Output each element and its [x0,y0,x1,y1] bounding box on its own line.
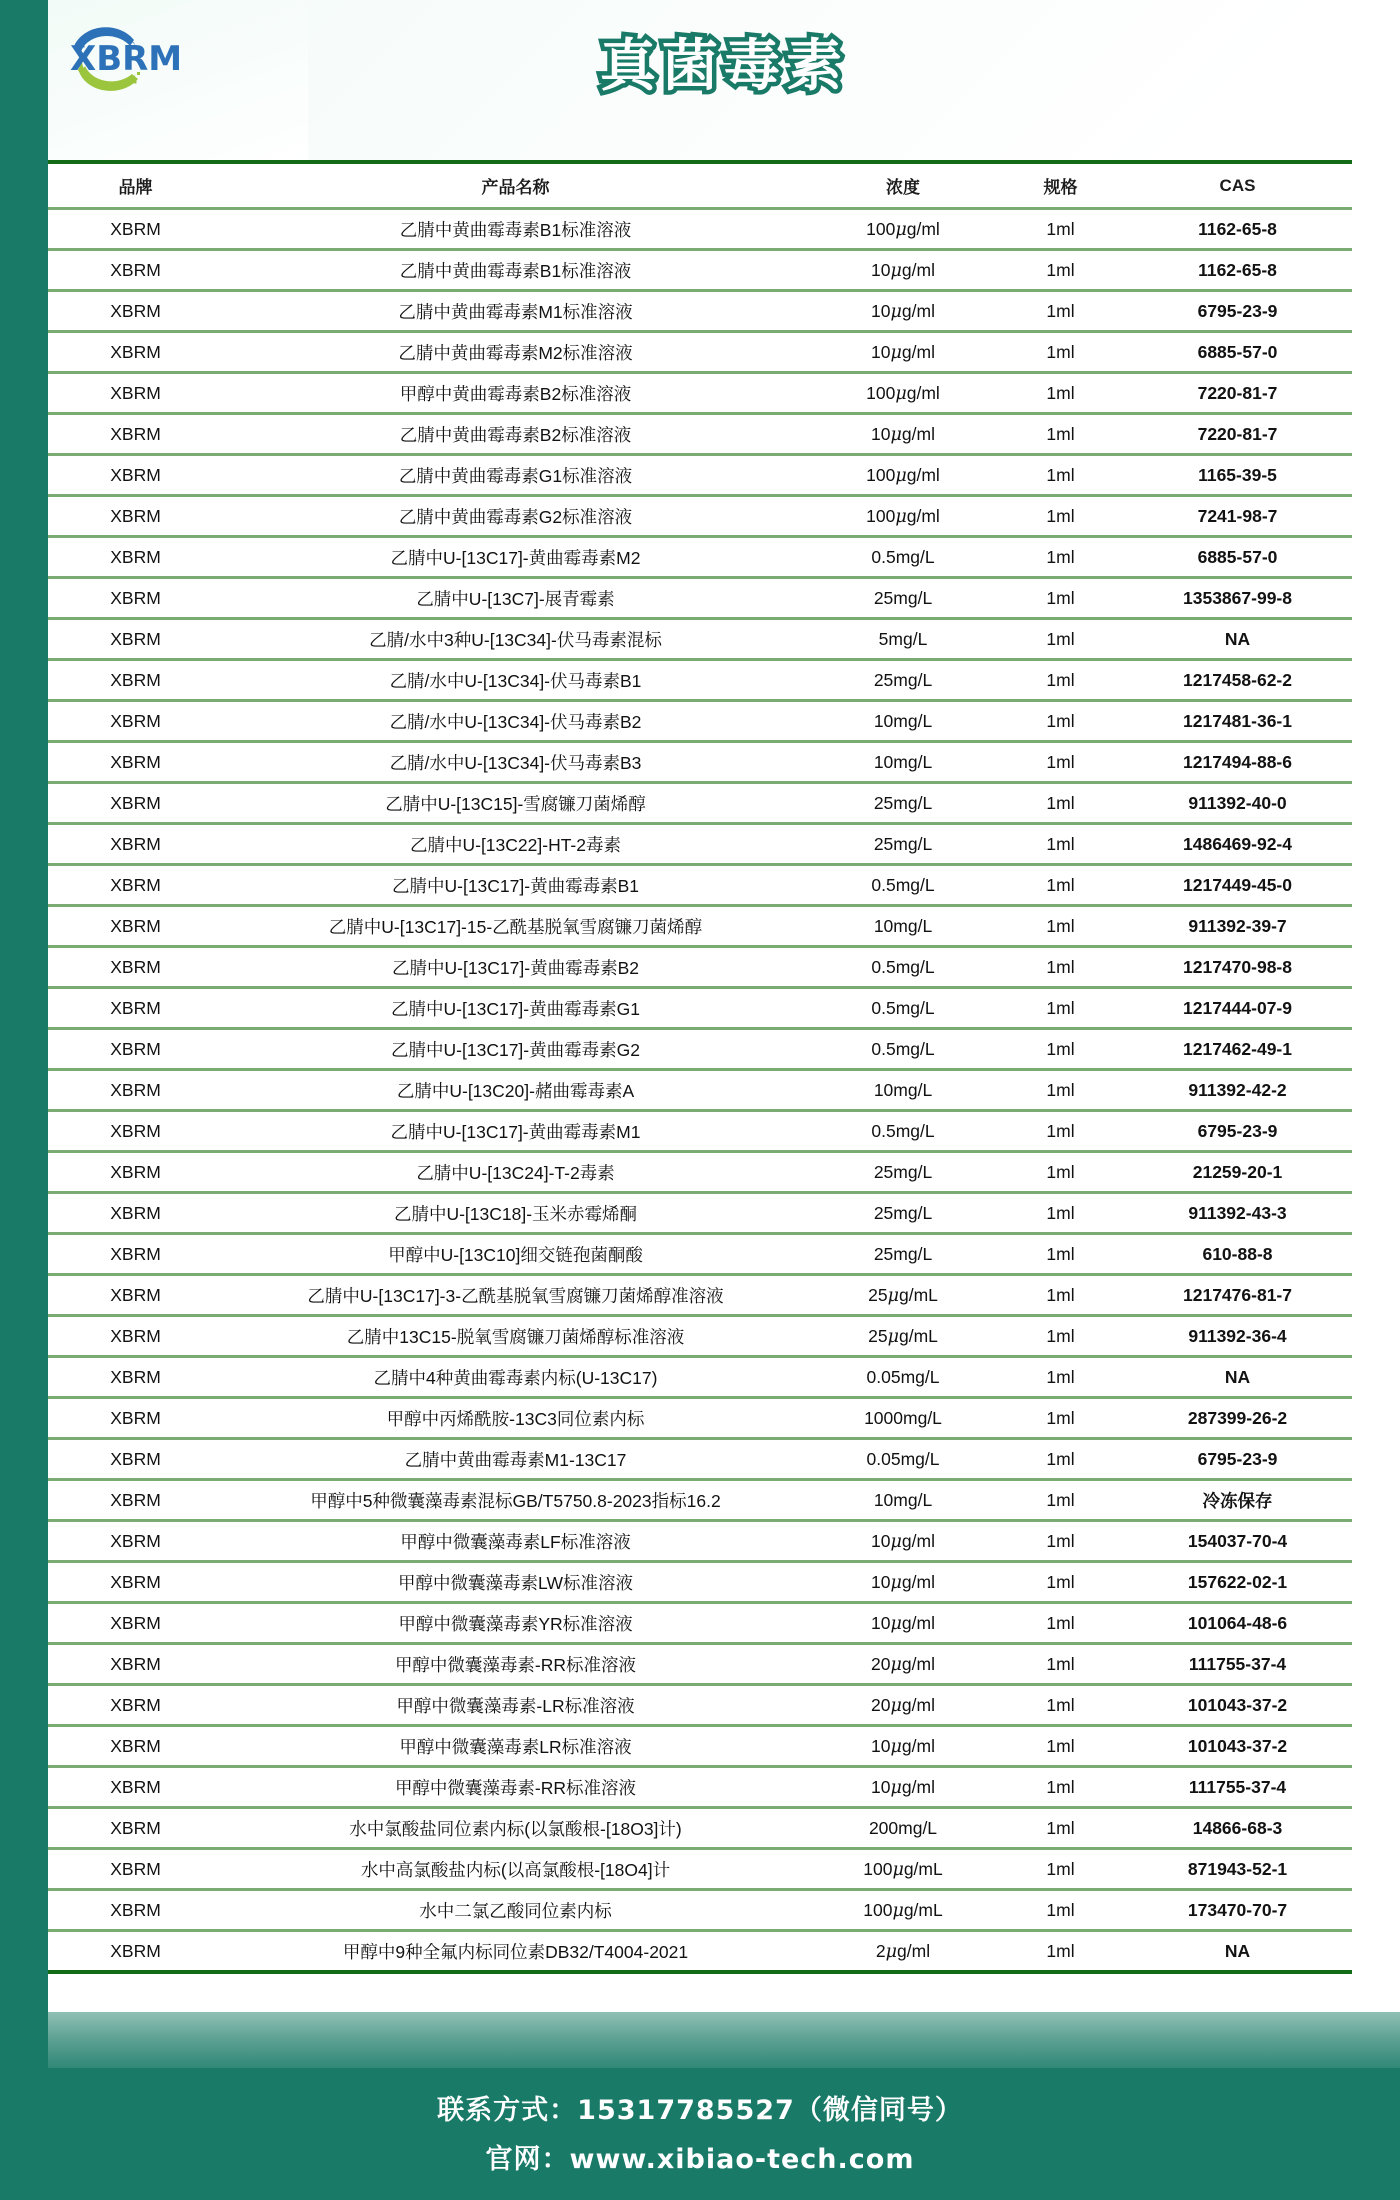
cell-cas: 1162-65-8 [1123,250,1352,291]
cell-spec: 1ml [998,1234,1123,1275]
cell-product-name: 乙腈/水中U-[13C34]-伏马毒素B3 [223,742,808,783]
cell-concentration: 100μg/mL [808,1849,998,1890]
table-row [48,783,1352,824]
cell-cas: 1165-39-5 [1123,455,1352,496]
cell-cas: 6795-23-9 [1123,291,1352,332]
table-row [48,1398,1352,1439]
cell-spec: 1ml [998,947,1123,988]
cell-cas: 6885-57-0 [1123,537,1352,578]
table-row [48,1808,1352,1849]
table-row [48,1357,1352,1398]
cell-concentration: 0.5mg/L [808,947,998,988]
page-footer [0,2068,1400,2200]
cell-brand: XBRM [48,701,223,742]
cell-brand: XBRM [48,1767,223,1808]
cell-spec: 1ml [998,209,1123,250]
cell-cas: 1217494-88-6 [1123,742,1352,783]
cell-product-name: 乙腈/水中U-[13C34]-伏马毒素B2 [223,701,808,742]
cell-spec: 1ml [998,1685,1123,1726]
table-row [48,1562,1352,1603]
cell-concentration: 0.5mg/L [808,1029,998,1070]
cell-cas: 1162-65-8 [1123,209,1352,250]
table-row [48,1070,1352,1111]
cell-brand: XBRM [48,906,223,947]
cell-concentration: 100μg/ml [808,455,998,496]
table-row [48,1603,1352,1644]
cell-product-name: 甲醇中微囊藻毒素YR标准溶液 [223,1603,808,1644]
column-header-spec: 规格 [998,162,1123,209]
cell-concentration: 10mg/L [808,1480,998,1521]
cell-product-name: 乙腈中U-[13C18]-玉米赤霉烯酮 [223,1193,808,1234]
table-row [48,1726,1352,1767]
cell-cas: 6885-57-0 [1123,332,1352,373]
table-row [48,660,1352,701]
cell-product-name: 乙腈中U-[13C7]-展青霉素 [223,578,808,619]
cell-product-name: 甲醇中微囊藻毒素-LR标准溶液 [223,1685,808,1726]
table-row [48,1890,1352,1931]
table-row [48,619,1352,660]
cell-spec: 1ml [998,1480,1123,1521]
cell-spec: 1ml [998,1726,1123,1767]
cell-concentration: 10μg/ml [808,250,998,291]
cell-product-name: 乙腈中U-[13C17]-15-乙酰基脱氧雪腐镰刀菌烯醇 [223,906,808,947]
cell-concentration: 25μg/mL [808,1275,998,1316]
cell-spec: 1ml [998,783,1123,824]
cell-product-name: 甲醇中黄曲霉毒素B2标准溶液 [223,373,808,414]
cell-brand: XBRM [48,373,223,414]
cell-cas: 14866-68-3 [1123,1808,1352,1849]
cell-spec: 1ml [998,1275,1123,1316]
cell-concentration: 100μg/mL [808,1890,998,1931]
cell-spec: 1ml [998,578,1123,619]
cell-cas: 1217462-49-1 [1123,1029,1352,1070]
cell-product-name: 乙腈中黄曲霉毒素M2标准溶液 [223,332,808,373]
cell-brand: XBRM [48,1726,223,1767]
cell-cas: 287399-26-2 [1123,1398,1352,1439]
cell-concentration: 10μg/ml [808,291,998,332]
cell-concentration: 25mg/L [808,660,998,701]
cell-concentration: 10mg/L [808,1070,998,1111]
cell-product-name: 水中氯酸盐同位素内标(以氯酸根-[18O3]计) [223,1808,808,1849]
cell-product-name: 乙腈中黄曲霉毒素M1-13C17 [223,1439,808,1480]
cell-spec: 1ml [998,1070,1123,1111]
table-row [48,824,1352,865]
cell-spec: 1ml [998,1644,1123,1685]
cell-concentration: 10μg/ml [808,1726,998,1767]
cell-spec: 1ml [998,414,1123,455]
cell-concentration: 25μg/mL [808,1316,998,1357]
table-row [48,1193,1352,1234]
cell-brand: XBRM [48,1316,223,1357]
cell-product-name: 乙腈/水中U-[13C34]-伏马毒素B1 [223,660,808,701]
cell-product-name: 乙腈中U-[13C17]-黄曲霉毒素G2 [223,1029,808,1070]
cell-concentration: 0.05mg/L [808,1439,998,1480]
cell-cas: 111755-37-4 [1123,1767,1352,1808]
cell-concentration: 20μg/ml [808,1685,998,1726]
cell-product-name: 甲醇中丙烯酰胺-13C3同位素内标 [223,1398,808,1439]
table-row [48,1685,1352,1726]
cell-spec: 1ml [998,1890,1123,1931]
cell-cas: 101043-37-2 [1123,1685,1352,1726]
cell-concentration: 100μg/ml [808,209,998,250]
table-row [48,1480,1352,1521]
cell-cas: 111755-37-4 [1123,1644,1352,1685]
cell-product-name: 乙腈中黄曲霉毒素B1标准溶液 [223,250,808,291]
cell-product-name: 乙腈中13C15-脱氧雪腐镰刀菌烯醇标准溶液 [223,1316,808,1357]
cell-cas: 154037-70-4 [1123,1521,1352,1562]
cell-spec: 1ml [998,537,1123,578]
table-row [48,742,1352,783]
table-row [48,250,1352,291]
cell-brand: XBRM [48,824,223,865]
table-row [48,701,1352,742]
cell-brand: XBRM [48,1398,223,1439]
cell-spec: 1ml [998,660,1123,701]
cell-cas: 1217476-81-7 [1123,1275,1352,1316]
cell-spec: 1ml [998,496,1123,537]
cell-brand: XBRM [48,455,223,496]
cell-product-name: 甲醇中微囊藻毒素LF标准溶液 [223,1521,808,1562]
cell-product-name: 乙腈中U-[13C24]-T-2毒素 [223,1152,808,1193]
cell-spec: 1ml [998,988,1123,1029]
table-row [48,496,1352,537]
cell-product-name: 乙腈中黄曲霉毒素M1标准溶液 [223,291,808,332]
table-row [48,906,1352,947]
cell-concentration: 100μg/ml [808,373,998,414]
page-title: 真菌毒素 [600,34,848,99]
cell-product-name: 乙腈中U-[13C17]-黄曲霉毒素M1 [223,1111,808,1152]
cell-concentration: 0.5mg/L [808,537,998,578]
table-row [48,414,1352,455]
cell-spec: 1ml [998,619,1123,660]
cell-concentration: 25mg/L [808,824,998,865]
cell-product-name: 乙腈中U-[13C17]-黄曲霉毒素G1 [223,988,808,1029]
cell-cas: 911392-42-2 [1123,1070,1352,1111]
cell-spec: 1ml [998,824,1123,865]
cell-concentration: 10μg/ml [808,1767,998,1808]
cell-cas: 7220-81-7 [1123,414,1352,455]
cell-concentration: 100μg/ml [808,496,998,537]
cell-brand: XBRM [48,537,223,578]
page-header [48,0,1400,160]
cell-brand: XBRM [48,1931,223,1973]
cell-product-name: 甲醇中U-[13C10]细交链孢菌酮酸 [223,1234,808,1275]
cell-concentration: 25mg/L [808,1152,998,1193]
cell-product-name: 甲醇中9种全氟内标同位素DB32/T4004-2021 [223,1931,808,1973]
cell-spec: 1ml [998,1931,1123,1973]
column-header-concentration: 浓度 [808,162,998,209]
cell-brand: XBRM [48,1439,223,1480]
cell-concentration: 200mg/L [808,1808,998,1849]
cell-product-name: 乙腈中U-[13C20]-赭曲霉毒素A [223,1070,808,1111]
table-row [48,373,1352,414]
cell-cas: NA [1123,619,1352,660]
footer-contact: 联系方式：15317785527（微信同号） [437,2095,963,2126]
cell-concentration: 25mg/L [808,1193,998,1234]
footer-gradient-band [48,2012,1400,2070]
table-row [48,1111,1352,1152]
cell-concentration: 25mg/L [808,578,998,619]
cell-cas: 7220-81-7 [1123,373,1352,414]
cell-brand: XBRM [48,1849,223,1890]
table-row [48,291,1352,332]
cell-concentration: 10μg/ml [808,414,998,455]
cell-spec: 1ml [998,906,1123,947]
table-row [48,1152,1352,1193]
cell-brand: XBRM [48,209,223,250]
cell-spec: 1ml [998,865,1123,906]
cell-brand: XBRM [48,1685,223,1726]
cell-spec: 1ml [998,1398,1123,1439]
cell-cas: 6795-23-9 [1123,1439,1352,1480]
cell-concentration: 5mg/L [808,619,998,660]
cell-brand: XBRM [48,250,223,291]
product-table-container [48,160,1400,1974]
cell-concentration: 10mg/L [808,701,998,742]
table-row [48,1439,1352,1480]
cell-product-name: 乙腈中U-[13C17]-黄曲霉毒素M2 [223,537,808,578]
cell-product-name: 乙腈中黄曲霉毒素B1标准溶液 [223,209,808,250]
cell-product-name: 乙腈中黄曲霉毒素G2标准溶液 [223,496,808,537]
column-header-cas: CAS [1123,162,1352,209]
cell-concentration: 10μg/ml [808,1603,998,1644]
cell-brand: XBRM [48,332,223,373]
product-table [48,160,1352,1974]
table-row [48,1275,1352,1316]
cell-concentration: 0.5mg/L [808,865,998,906]
cell-spec: 1ml [998,1767,1123,1808]
cell-cas: 101043-37-2 [1123,1726,1352,1767]
table-row [48,332,1352,373]
cell-spec: 1ml [998,1603,1123,1644]
cell-brand: XBRM [48,865,223,906]
cell-spec: 1ml [998,250,1123,291]
cell-cas: 911392-36-4 [1123,1316,1352,1357]
cell-brand: XBRM [48,1562,223,1603]
table-row [48,209,1352,250]
cell-brand: XBRM [48,414,223,455]
cell-cas: 7241-98-7 [1123,496,1352,537]
cell-product-name: 甲醇中微囊藻毒素-RR标准溶液 [223,1644,808,1685]
cell-cas: NA [1123,1931,1352,1973]
cell-spec: 1ml [998,1562,1123,1603]
cell-cas: 610-88-8 [1123,1234,1352,1275]
cell-product-name: 乙腈中U-[13C17]-3-乙酰基脱氧雪腐镰刀菌烯醇准溶液 [223,1275,808,1316]
cell-brand: XBRM [48,496,223,537]
cell-spec: 1ml [998,701,1123,742]
cell-brand: XBRM [48,1275,223,1316]
cell-cas: 1217449-45-0 [1123,865,1352,906]
cell-concentration: 1000mg/L [808,1398,998,1439]
table-row [48,1767,1352,1808]
cell-cas: 1217444-07-9 [1123,988,1352,1029]
cell-cas: 冷冻保存 [1123,1480,1352,1521]
cell-cas: 911392-43-3 [1123,1193,1352,1234]
cell-brand: XBRM [48,1152,223,1193]
cell-product-name: 乙腈中黄曲霉毒素G1标准溶液 [223,455,808,496]
table-header-row [48,162,1352,209]
table-row [48,1849,1352,1890]
cell-product-name: 甲醇中微囊藻毒素LW标准溶液 [223,1562,808,1603]
cell-spec: 1ml [998,1111,1123,1152]
cell-spec: 1ml [998,1849,1123,1890]
cell-cas: 911392-39-7 [1123,906,1352,947]
cell-brand: XBRM [48,742,223,783]
cell-product-name: 乙腈/水中3种U-[13C34]-伏马毒素混标 [223,619,808,660]
cell-brand: XBRM [48,1234,223,1275]
cell-brand: XBRM [48,1603,223,1644]
cell-product-name: 乙腈中4种黄曲霉毒素内标(U-13C17) [223,1357,808,1398]
logo-wordmark: XBRM [70,39,183,79]
cell-cas: 21259-20-1 [1123,1152,1352,1193]
cell-spec: 1ml [998,332,1123,373]
cell-concentration: 20μg/ml [808,1644,998,1685]
table-row [48,1316,1352,1357]
cell-product-name: 乙腈中黄曲霉毒素B2标准溶液 [223,414,808,455]
cell-spec: 1ml [998,1193,1123,1234]
cell-spec: 1ml [998,373,1123,414]
table-row [48,1521,1352,1562]
table-row [48,537,1352,578]
cell-cas: 1217458-62-2 [1123,660,1352,701]
table-row [48,865,1352,906]
table-row [48,1644,1352,1685]
cell-cas: 157622-02-1 [1123,1562,1352,1603]
cell-concentration: 10mg/L [808,742,998,783]
cell-brand: XBRM [48,1070,223,1111]
cell-spec: 1ml [998,1808,1123,1849]
cell-spec: 1ml [998,1521,1123,1562]
cell-cas: 6795-23-9 [1123,1111,1352,1152]
cell-cas: 173470-70-7 [1123,1890,1352,1931]
cell-brand: XBRM [48,619,223,660]
cell-brand: XBRM [48,1357,223,1398]
cell-concentration: 10μg/ml [808,1521,998,1562]
cell-concentration: 10μg/ml [808,1562,998,1603]
cell-product-name: 乙腈中U-[13C22]-HT-2毒素 [223,824,808,865]
cell-cas: NA [1123,1357,1352,1398]
cell-brand: XBRM [48,947,223,988]
cell-product-name: 甲醇中5种微囊藻毒素混标GB/T5750.8-2023指标16.2 [223,1480,808,1521]
cell-product-name: 水中高氯酸盐内标(以高氯酸根-[18O4]计 [223,1849,808,1890]
cell-cas: 1486469-92-4 [1123,824,1352,865]
table-body [48,209,1352,1973]
cell-concentration: 0.5mg/L [808,1111,998,1152]
column-header-brand: 品牌 [48,162,223,209]
cell-product-name: 甲醇中微囊藻毒素-RR标准溶液 [223,1767,808,1808]
cell-brand: XBRM [48,1480,223,1521]
cell-spec: 1ml [998,1316,1123,1357]
cell-spec: 1ml [998,291,1123,332]
table-row [48,1234,1352,1275]
cell-brand: XBRM [48,1808,223,1849]
table-row [48,988,1352,1029]
table-row [48,947,1352,988]
cell-brand: XBRM [48,1890,223,1931]
cell-concentration: 25mg/L [808,1234,998,1275]
table-row [48,1029,1352,1070]
cell-brand: XBRM [48,988,223,1029]
cell-concentration: 2μg/ml [808,1931,998,1973]
cell-concentration: 0.5mg/L [808,988,998,1029]
cell-cas: 871943-52-1 [1123,1849,1352,1890]
footer-website: 官网：www.xibiao-tech.com [485,2144,915,2175]
table-row [48,455,1352,496]
cell-product-name: 乙腈中U-[13C17]-黄曲霉毒素B2 [223,947,808,988]
column-header-product: 产品名称 [223,162,808,209]
cell-cas: 101064-48-6 [1123,1603,1352,1644]
cell-brand: XBRM [48,1193,223,1234]
cell-spec: 1ml [998,1439,1123,1480]
content-sheet [48,0,1400,2058]
cell-spec: 1ml [998,455,1123,496]
cell-concentration: 25mg/L [808,783,998,824]
cell-concentration: 10μg/ml [808,332,998,373]
cell-brand: XBRM [48,291,223,332]
cell-spec: 1ml [998,742,1123,783]
cell-cas: 1353867-99-8 [1123,578,1352,619]
cell-product-name: 乙腈中U-[13C17]-黄曲霉毒素B1 [223,865,808,906]
cell-cas: 1217481-36-1 [1123,701,1352,742]
cell-product-name: 水中二氯乙酸同位素内标 [223,1890,808,1931]
cell-cas: 1217470-98-8 [1123,947,1352,988]
cell-brand: XBRM [48,660,223,701]
cell-brand: XBRM [48,1644,223,1685]
table-row [48,1931,1352,1973]
cell-product-name: 甲醇中微囊藻毒素LR标准溶液 [223,1726,808,1767]
cell-brand: XBRM [48,1029,223,1070]
cell-brand: XBRM [48,783,223,824]
cell-brand: XBRM [48,1521,223,1562]
cell-brand: XBRM [48,1111,223,1152]
cell-spec: 1ml [998,1357,1123,1398]
cell-spec: 1ml [998,1152,1123,1193]
cell-cas: 911392-40-0 [1123,783,1352,824]
table-row [48,578,1352,619]
cell-concentration: 10mg/L [808,906,998,947]
cell-concentration: 0.05mg/L [808,1357,998,1398]
cell-spec: 1ml [998,1029,1123,1070]
cell-product-name: 乙腈中U-[13C15]-雪腐镰刀菌烯醇 [223,783,808,824]
cell-brand: XBRM [48,578,223,619]
